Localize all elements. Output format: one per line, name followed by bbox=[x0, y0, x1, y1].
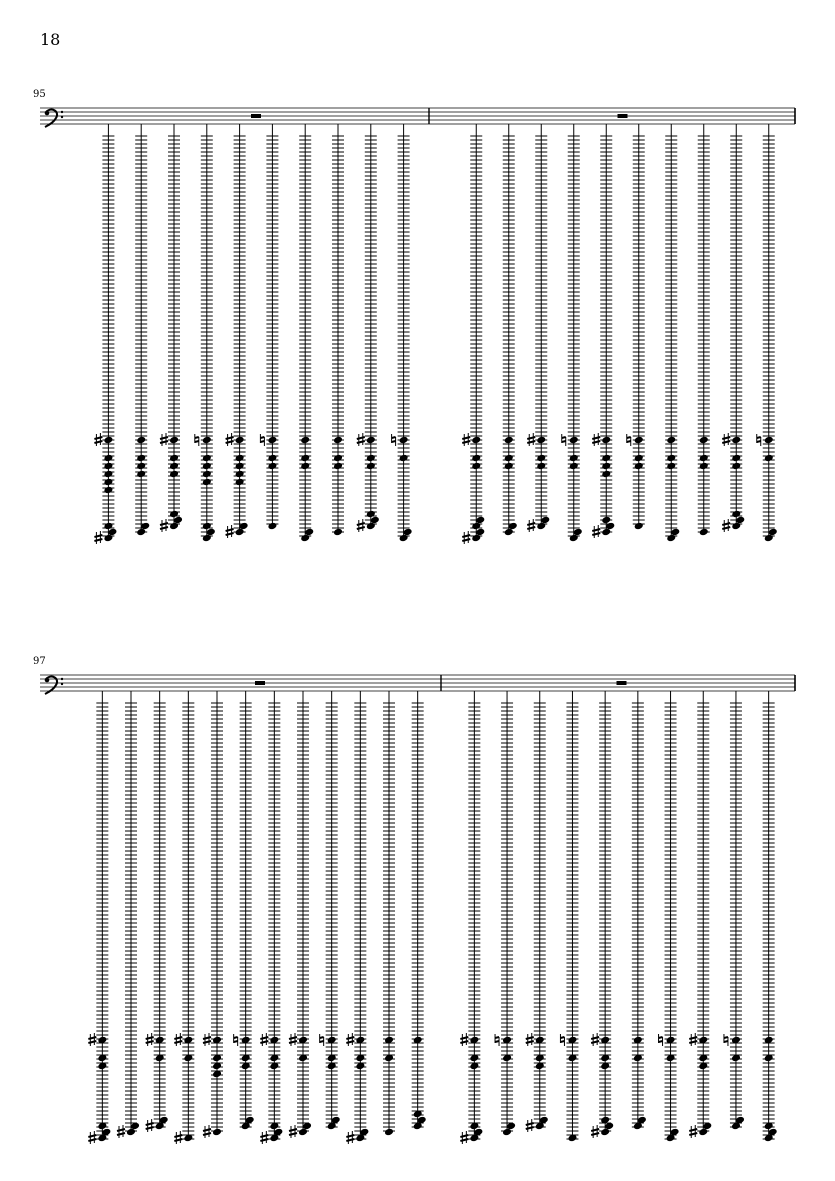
sharp-stroke bbox=[346, 1037, 354, 1039]
measure bbox=[460, 681, 777, 1144]
whole-rest bbox=[251, 114, 261, 118]
sharp-stroke bbox=[526, 1037, 534, 1039]
note-column bbox=[560, 691, 578, 1142]
sharp-stroke bbox=[346, 1139, 354, 1141]
notehead bbox=[235, 478, 245, 487]
notehead bbox=[569, 436, 579, 445]
sharp-stroke bbox=[592, 533, 600, 535]
sharp-icon bbox=[527, 519, 535, 532]
sharp-stroke bbox=[462, 539, 470, 541]
sharp-icon bbox=[462, 433, 470, 446]
natural-icon bbox=[562, 434, 566, 446]
notehead bbox=[666, 462, 676, 471]
sharp-stroke bbox=[460, 1041, 468, 1043]
sharp-stroke bbox=[203, 1133, 211, 1135]
notehead bbox=[267, 462, 277, 471]
sharp-icon bbox=[226, 525, 234, 538]
notehead bbox=[601, 436, 611, 445]
sharp-stroke bbox=[160, 441, 168, 443]
bass-clef-dot bbox=[61, 111, 63, 113]
sharp-stroke bbox=[94, 535, 102, 537]
sharp-stroke bbox=[722, 523, 730, 525]
sharp-icon bbox=[174, 1131, 182, 1144]
notehead bbox=[471, 454, 481, 463]
notehead bbox=[731, 510, 741, 519]
sharp-stroke bbox=[527, 523, 535, 525]
note-column bbox=[526, 691, 549, 1132]
sharp-stroke bbox=[160, 527, 168, 529]
natural-icon bbox=[659, 1034, 663, 1046]
notehead bbox=[235, 454, 245, 463]
sharp-icon bbox=[592, 433, 600, 446]
notehead bbox=[235, 470, 245, 479]
note-column bbox=[698, 124, 710, 536]
notehead bbox=[169, 436, 179, 445]
notehead bbox=[202, 454, 212, 463]
sharp-stroke bbox=[226, 441, 234, 443]
sharp-icon bbox=[722, 433, 730, 446]
note-column bbox=[289, 691, 312, 1138]
notehead bbox=[399, 436, 409, 445]
sharp-stroke bbox=[174, 1139, 182, 1141]
notehead bbox=[699, 462, 709, 471]
sharp-stroke bbox=[592, 441, 600, 443]
natural-stroke bbox=[627, 441, 631, 442]
sharp-stroke bbox=[289, 1041, 297, 1043]
note-column bbox=[412, 691, 427, 1130]
sharp-stroke bbox=[160, 523, 168, 525]
sharp-stroke bbox=[526, 1041, 534, 1043]
notehead bbox=[601, 516, 611, 525]
natural-stroke bbox=[757, 441, 761, 442]
sharp-stroke bbox=[94, 441, 102, 443]
notehead bbox=[666, 454, 676, 463]
notehead bbox=[333, 454, 343, 463]
notehead bbox=[103, 462, 113, 471]
sharp-icon bbox=[591, 1125, 599, 1138]
staff-system bbox=[40, 675, 795, 1144]
sharp-stroke bbox=[526, 1127, 534, 1129]
notehead bbox=[601, 462, 611, 471]
natural-stroke bbox=[627, 437, 631, 438]
sharp-stroke bbox=[88, 1135, 96, 1137]
sharp-stroke bbox=[357, 523, 365, 525]
note-column bbox=[146, 691, 169, 1132]
notehead bbox=[136, 436, 146, 445]
sharp-stroke bbox=[289, 1129, 297, 1131]
notehead bbox=[333, 436, 343, 445]
notehead bbox=[333, 528, 343, 537]
notehead bbox=[634, 462, 644, 471]
notehead bbox=[366, 510, 376, 519]
note-column bbox=[460, 691, 483, 1144]
note-column bbox=[332, 124, 344, 536]
sharp-icon bbox=[460, 1131, 468, 1144]
sharp-icon bbox=[460, 1033, 468, 1046]
note-column bbox=[88, 691, 111, 1144]
sharp-stroke bbox=[527, 437, 535, 439]
sharp-stroke bbox=[592, 437, 600, 439]
sharp-icon bbox=[146, 1033, 154, 1046]
notehead bbox=[699, 454, 709, 463]
natural-stroke bbox=[757, 437, 761, 438]
sharp-icon bbox=[526, 1119, 534, 1132]
natural-stroke bbox=[392, 437, 396, 438]
notehead bbox=[504, 436, 514, 445]
note-column bbox=[320, 691, 341, 1130]
notehead bbox=[300, 462, 310, 471]
natural-stroke bbox=[659, 1041, 663, 1042]
natural-stroke bbox=[320, 1041, 324, 1042]
notehead bbox=[267, 454, 277, 463]
sharp-stroke bbox=[527, 441, 535, 443]
note-column bbox=[503, 124, 518, 536]
measure-number: 97 bbox=[33, 656, 46, 667]
notehead bbox=[202, 478, 212, 487]
sharp-stroke bbox=[226, 529, 234, 531]
notehead bbox=[699, 436, 709, 445]
notehead bbox=[366, 462, 376, 471]
note-column bbox=[689, 691, 712, 1138]
sharp-stroke bbox=[88, 1041, 96, 1043]
sharp-stroke bbox=[462, 441, 470, 443]
bass-clef-dot bbox=[61, 683, 63, 685]
natural-stroke bbox=[320, 1037, 324, 1038]
sharp-stroke bbox=[146, 1127, 154, 1129]
sharp-stroke bbox=[722, 437, 730, 439]
note-column bbox=[234, 691, 255, 1130]
natural-stroke bbox=[195, 441, 199, 442]
notehead bbox=[136, 454, 146, 463]
notehead bbox=[569, 462, 579, 471]
note-column bbox=[632, 691, 647, 1130]
notehead bbox=[366, 436, 376, 445]
natural-stroke bbox=[260, 441, 264, 442]
natural-stroke bbox=[495, 1037, 499, 1038]
note-column bbox=[495, 691, 516, 1136]
sharp-stroke bbox=[174, 1135, 182, 1137]
sharp-icon bbox=[526, 1033, 534, 1046]
bass-clef-dot bbox=[61, 116, 63, 118]
sharp-stroke bbox=[591, 1041, 599, 1043]
natural-stroke bbox=[260, 437, 264, 438]
note-column bbox=[203, 691, 223, 1138]
notehead bbox=[169, 462, 179, 471]
notehead bbox=[136, 470, 146, 479]
natural-icon bbox=[495, 1034, 499, 1046]
natural-stroke bbox=[560, 1037, 564, 1038]
note-column bbox=[562, 124, 583, 542]
sharp-icon bbox=[174, 1033, 182, 1046]
sharp-stroke bbox=[592, 529, 600, 531]
measure bbox=[94, 114, 412, 544]
note-column bbox=[160, 124, 183, 532]
notehead bbox=[764, 454, 774, 463]
sharp-stroke bbox=[689, 1129, 697, 1131]
staff-system bbox=[40, 108, 795, 544]
sharp-stroke bbox=[260, 1139, 268, 1141]
notehead bbox=[103, 436, 113, 445]
sharp-icon bbox=[260, 1033, 268, 1046]
notehead bbox=[634, 436, 644, 445]
sharp-stroke bbox=[260, 1037, 268, 1039]
sharp-icon bbox=[689, 1125, 697, 1138]
page-number: 18 bbox=[40, 30, 61, 49]
notehead bbox=[634, 454, 644, 463]
natural-stroke bbox=[659, 1037, 663, 1038]
sharp-stroke bbox=[94, 539, 102, 541]
sharp-stroke bbox=[722, 441, 730, 443]
sharp-icon bbox=[527, 433, 535, 446]
sharp-icon bbox=[160, 433, 168, 446]
note-column bbox=[299, 124, 314, 542]
sharp-icon bbox=[203, 1125, 211, 1138]
sharp-stroke bbox=[88, 1139, 96, 1141]
sharp-stroke bbox=[591, 1129, 599, 1131]
sharp-stroke bbox=[160, 437, 168, 439]
notehead bbox=[136, 462, 146, 471]
sharp-stroke bbox=[357, 527, 365, 529]
note-column bbox=[260, 124, 278, 530]
sharp-stroke bbox=[117, 1129, 125, 1131]
measure-number: 95 bbox=[33, 89, 46, 100]
natural-stroke bbox=[562, 437, 566, 438]
sharp-stroke bbox=[346, 1135, 354, 1137]
notehead bbox=[333, 462, 343, 471]
natural-icon bbox=[724, 1034, 728, 1046]
sharp-icon bbox=[226, 433, 234, 446]
sharp-stroke bbox=[289, 1133, 297, 1135]
bass-clef-dot bbox=[61, 678, 63, 680]
sharp-icon bbox=[260, 1131, 268, 1144]
note-column bbox=[462, 124, 485, 544]
notehead bbox=[202, 470, 212, 479]
sharp-icon bbox=[88, 1131, 96, 1144]
notehead bbox=[764, 436, 774, 445]
sharp-icon bbox=[591, 1033, 599, 1046]
natural-stroke bbox=[392, 441, 396, 442]
sharp-stroke bbox=[260, 1135, 268, 1137]
notehead bbox=[536, 454, 546, 463]
natural-stroke bbox=[195, 437, 199, 438]
notehead bbox=[366, 454, 376, 463]
notehead bbox=[169, 454, 179, 463]
natural-icon bbox=[234, 1034, 238, 1046]
notehead bbox=[267, 522, 277, 531]
natural-stroke bbox=[234, 1037, 238, 1038]
measure bbox=[88, 681, 426, 1144]
natural-icon bbox=[392, 434, 396, 446]
sharp-stroke bbox=[203, 1129, 211, 1131]
notehead bbox=[536, 462, 546, 471]
sharp-stroke bbox=[460, 1135, 468, 1137]
sharp-stroke bbox=[117, 1133, 125, 1135]
sharp-stroke bbox=[146, 1037, 154, 1039]
sharp-stroke bbox=[226, 533, 234, 535]
sharp-stroke bbox=[357, 441, 365, 443]
notehead bbox=[300, 454, 310, 463]
note-column bbox=[174, 691, 194, 1144]
sharp-stroke bbox=[526, 1123, 534, 1125]
notehead bbox=[384, 1128, 394, 1137]
note-column bbox=[665, 124, 680, 542]
notehead bbox=[235, 436, 245, 445]
notehead bbox=[202, 436, 212, 445]
sharp-icon bbox=[592, 525, 600, 538]
notehead bbox=[103, 522, 113, 531]
note-column bbox=[135, 124, 150, 536]
sharp-stroke bbox=[289, 1037, 297, 1039]
note-column bbox=[195, 124, 216, 542]
notehead bbox=[300, 436, 310, 445]
natural-icon bbox=[757, 434, 761, 446]
sharp-stroke bbox=[146, 1123, 154, 1125]
sharp-stroke bbox=[462, 437, 470, 439]
note-column bbox=[659, 691, 680, 1142]
notehead bbox=[169, 470, 179, 479]
sharp-stroke bbox=[174, 1041, 182, 1043]
sharp-stroke bbox=[146, 1041, 154, 1043]
sharp-icon bbox=[722, 519, 730, 532]
whole-rest bbox=[255, 681, 265, 685]
sharp-stroke bbox=[203, 1037, 211, 1039]
notehead bbox=[471, 462, 481, 471]
notehead bbox=[731, 462, 741, 471]
sharp-stroke bbox=[460, 1139, 468, 1141]
note-column bbox=[757, 124, 778, 542]
note-column bbox=[260, 691, 283, 1144]
note-column bbox=[392, 124, 413, 542]
natural-stroke bbox=[724, 1037, 728, 1038]
sharp-stroke bbox=[226, 437, 234, 439]
sharp-icon bbox=[94, 531, 102, 544]
notehead bbox=[536, 436, 546, 445]
sharp-icon bbox=[289, 1033, 297, 1046]
notehead bbox=[471, 436, 481, 445]
notehead bbox=[267, 436, 277, 445]
notehead bbox=[601, 454, 611, 463]
natural-stroke bbox=[495, 1041, 499, 1042]
note-column bbox=[591, 691, 614, 1138]
natural-icon bbox=[195, 434, 199, 446]
sharp-stroke bbox=[591, 1037, 599, 1039]
sharp-icon bbox=[203, 1033, 211, 1046]
sharp-icon bbox=[160, 519, 168, 532]
notehead bbox=[103, 486, 113, 495]
sharp-icon bbox=[357, 519, 365, 532]
natural-icon bbox=[627, 434, 631, 446]
sharp-icon bbox=[689, 1033, 697, 1046]
sharp-icon bbox=[357, 433, 365, 446]
sharp-icon bbox=[146, 1119, 154, 1132]
natural-stroke bbox=[724, 1041, 728, 1042]
notehead bbox=[202, 462, 212, 471]
natural-icon bbox=[560, 1034, 564, 1046]
notehead bbox=[699, 528, 709, 537]
bass-clef-dot bbox=[45, 678, 50, 683]
sharp-stroke bbox=[203, 1041, 211, 1043]
notehead bbox=[504, 454, 514, 463]
sharp-stroke bbox=[460, 1037, 468, 1039]
sharp-stroke bbox=[260, 1041, 268, 1043]
sharp-stroke bbox=[346, 1041, 354, 1043]
sharp-stroke bbox=[722, 527, 730, 529]
note-column bbox=[117, 691, 140, 1138]
sharp-icon bbox=[346, 1131, 354, 1144]
measure bbox=[462, 114, 777, 544]
sharp-icon bbox=[88, 1033, 96, 1046]
sharp-stroke bbox=[94, 437, 102, 439]
notehead bbox=[103, 478, 113, 487]
sharp-stroke bbox=[689, 1041, 697, 1043]
bass-clef-dot bbox=[45, 111, 50, 116]
notehead bbox=[504, 462, 514, 471]
notehead bbox=[731, 436, 741, 445]
sharp-icon bbox=[346, 1033, 354, 1046]
note-column bbox=[722, 124, 745, 532]
note-column bbox=[627, 124, 645, 530]
sharp-icon bbox=[117, 1125, 125, 1138]
notehead bbox=[235, 462, 245, 471]
sharp-stroke bbox=[689, 1037, 697, 1039]
natural-stroke bbox=[562, 441, 566, 442]
sharp-stroke bbox=[591, 1133, 599, 1135]
note-column bbox=[383, 691, 395, 1136]
notehead bbox=[731, 454, 741, 463]
sharp-stroke bbox=[527, 527, 535, 529]
notehead bbox=[601, 470, 611, 479]
notehead bbox=[399, 454, 409, 463]
sharp-stroke bbox=[357, 437, 365, 439]
notehead bbox=[666, 436, 676, 445]
note-column bbox=[592, 124, 615, 538]
notehead bbox=[103, 454, 113, 463]
sharp-stroke bbox=[689, 1133, 697, 1135]
sharp-stroke bbox=[462, 535, 470, 537]
notehead bbox=[634, 522, 644, 531]
sharp-icon bbox=[94, 433, 102, 446]
note-column bbox=[763, 691, 778, 1142]
sharp-stroke bbox=[174, 1037, 182, 1039]
notehead bbox=[103, 470, 113, 479]
natural-stroke bbox=[560, 1041, 564, 1042]
note-column bbox=[724, 691, 745, 1130]
whole-rest bbox=[618, 114, 628, 118]
sharp-icon bbox=[462, 531, 470, 544]
note-column bbox=[346, 691, 369, 1144]
note-column bbox=[527, 124, 550, 532]
sharp-icon bbox=[289, 1125, 297, 1138]
natural-stroke bbox=[234, 1041, 238, 1042]
note-column bbox=[94, 124, 117, 544]
note-column bbox=[357, 124, 380, 532]
notehead bbox=[202, 522, 212, 531]
notehead bbox=[569, 454, 579, 463]
natural-icon bbox=[320, 1034, 324, 1046]
notehead bbox=[212, 1128, 222, 1137]
whole-rest bbox=[617, 681, 627, 685]
sharp-stroke bbox=[88, 1037, 96, 1039]
note-column bbox=[226, 124, 249, 538]
notehead bbox=[169, 510, 179, 519]
natural-icon bbox=[260, 434, 264, 446]
